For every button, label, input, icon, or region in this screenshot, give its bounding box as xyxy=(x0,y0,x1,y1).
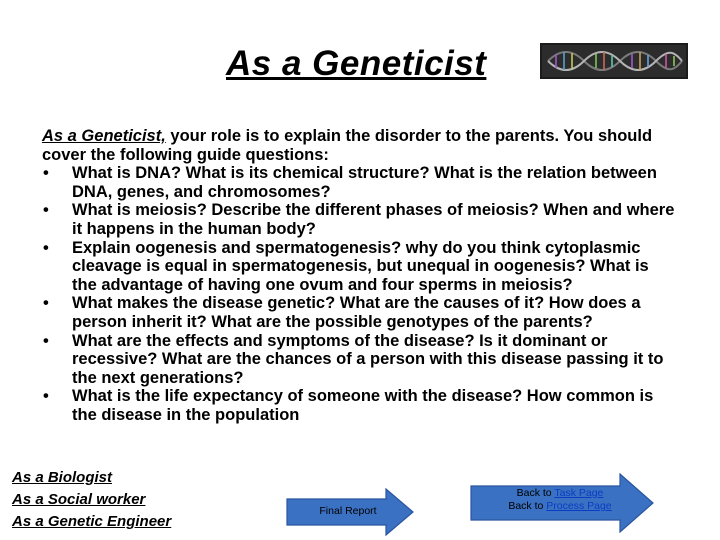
list-item xyxy=(42,332,678,388)
dna-strand-icon xyxy=(540,43,688,79)
assignment-text xyxy=(42,127,678,425)
bullet-icon: • xyxy=(43,238,49,257)
guide-questions-list xyxy=(42,164,678,424)
back-navigation-arrow xyxy=(470,473,654,533)
list-item xyxy=(42,201,678,238)
social-worker-link[interactable]: As a Social worker xyxy=(12,491,146,508)
bullet-icon: • xyxy=(43,387,49,406)
back-to-prefix: Back to xyxy=(508,500,547,512)
role-links xyxy=(12,467,171,533)
list-item xyxy=(42,164,678,201)
question-text: What is the life expectancy of someone with the disease? How common is the disease in the population xyxy=(72,387,654,424)
role-heading: As a Geneticist, xyxy=(42,127,166,145)
list-item xyxy=(42,387,678,424)
back-to-prefix: Back to xyxy=(516,487,555,499)
question-text: What is meiosis? Describe the different phases of meiosis? When and where it happens in the human body? xyxy=(72,201,675,238)
bullet-icon: • xyxy=(43,164,49,183)
bullet-icon: • xyxy=(43,331,49,350)
list-item xyxy=(42,239,678,295)
back-links xyxy=(498,487,622,513)
bullet-icon: • xyxy=(43,294,49,313)
list-item xyxy=(42,294,678,331)
final-report-label: Final Report xyxy=(319,505,377,517)
final-report-button[interactable] xyxy=(286,488,414,536)
task-page-link[interactable]: Task Page xyxy=(554,487,604,499)
question-text: Explain oogenesis and spermatogenesis? why do you think cytoplasmic cleavage is equal in spermatogenesis, but unequal in oogenesis? What is the advantage of having one ovum and four sperms in meiosis? xyxy=(72,238,649,294)
question-text: What is DNA? What is its chemical structure? What is the relation between DNA, genes, and chromosomes? xyxy=(72,164,657,201)
process-page-link[interactable]: Process Page xyxy=(546,500,612,512)
intro-text: your role is to explain the disorder to the parents. You should cover the following guide questions: xyxy=(42,127,653,164)
question-text: What makes the disease genetic? What are the causes of it? How does a person inherit it? What are the possible genotypes of the parents? xyxy=(72,294,641,331)
bullet-icon: • xyxy=(43,201,49,220)
page-title: As a Geneticist xyxy=(226,44,487,83)
genetic-engineer-link[interactable]: As a Genetic Engineer xyxy=(12,513,172,530)
intro-paragraph xyxy=(42,127,678,164)
biologist-link[interactable]: As a Biologist xyxy=(12,469,113,486)
question-text: What are the effects and symptoms of the disease? Is it dominant or recessive? What are the chances of a person with this disease passing it to the next generations? xyxy=(72,331,664,387)
